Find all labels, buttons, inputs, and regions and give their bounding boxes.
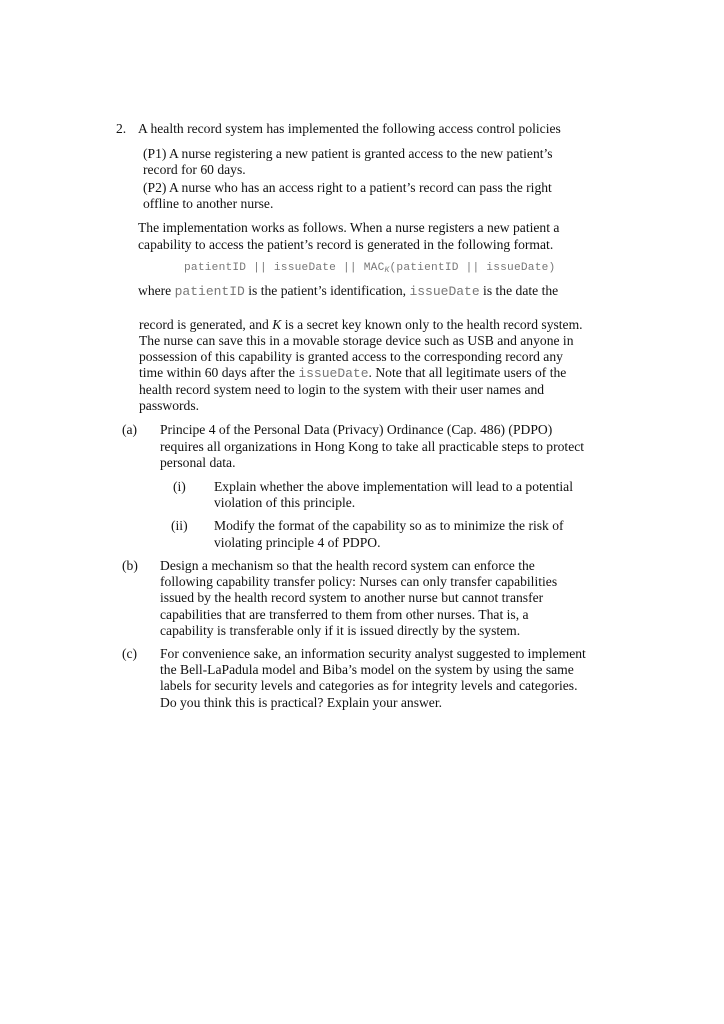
policy-p1-line: record for 60 days. [143, 162, 246, 177]
text: . Note that all legitimate users of the [368, 365, 567, 380]
subpart-i-line: Explain whether the above implementation will lead to a potential [214, 479, 573, 494]
record-line: The nurse can save this in a movable storage device such as USB and anyone in [139, 333, 574, 348]
record-line: possession of this capability is granted access to the corresponding record any [139, 349, 563, 364]
format-subscript: K [384, 266, 390, 275]
implementation-line: capability to access the patient’s record is generated in the following format. [138, 237, 554, 252]
code-term: issueDate [409, 284, 480, 299]
subpart-i-line: violation of this principle. [214, 495, 356, 510]
implementation-line: The implementation works as follows. When a nurse registers a new patient a [138, 220, 560, 235]
part-b-line: Design a mechanism so that the health record system can enforce the [160, 558, 535, 573]
record-line: health record system need to login to the system with their user names and [139, 382, 545, 397]
text: is a secret key known only to the health record system. [281, 317, 583, 332]
policy-p2-line: offline to another nurse. [143, 196, 274, 211]
part-c-line: the Bell-LaPadula model and Biba’s model on the system by using the same [160, 662, 574, 677]
code-term: issueDate [298, 366, 369, 381]
part-b-line: capability is transferable only if it is issued directly by the system. [160, 623, 521, 638]
subpart-label: (ii) [171, 518, 188, 533]
part-a-line: requires all organizations in Hong Kong to take all practicable steps to protect [160, 439, 585, 454]
text: where [138, 283, 175, 298]
question-number: 2. [116, 121, 127, 136]
policy-p2-line: (P2) A nurse who has an access right to a patient’s record can pass the right [143, 180, 552, 195]
record-line: passwords. [139, 398, 200, 413]
text: record is generated, and [139, 317, 273, 332]
text: is the patient’s identification, [244, 283, 410, 298]
part-a-line: Principe 4 of the Personal Data (Privacy) Ordinance (Cap. 486) (PDPO) [160, 422, 553, 437]
code-term: patientID [174, 284, 245, 299]
part-label: (b) [122, 558, 138, 573]
record-line [139, 317, 583, 333]
subpart-ii-line: violating principle 4 of PDPO. [214, 535, 381, 550]
part-c-line: labels for security levels and categories as for integrity levels and categories. [160, 678, 578, 693]
part-a-line: personal data. [160, 455, 236, 470]
policy-p1-line: (P1) A nurse registering a new patient is granted access to the new patient’s [143, 146, 553, 161]
text: time within 60 days after the [139, 365, 299, 380]
where-line [138, 283, 558, 300]
key-symbol: K [272, 317, 282, 332]
record-line [139, 365, 566, 382]
question-intro: A health record system has implemented the following access control policies [138, 121, 561, 136]
format-part: patientID || issueDate || MAC [184, 262, 385, 274]
format-part: (patientID || issueDate) [389, 262, 556, 274]
capability-format [184, 260, 555, 279]
subpart-label: (i) [173, 479, 186, 494]
part-b-line: issued by the health record system to another nurse but cannot transfer [160, 590, 544, 605]
part-b-line: following capability transfer policy: Nurses can only transfer capabilities [160, 574, 558, 589]
part-label: (c) [122, 646, 138, 661]
part-c-line: Do you think this is practical? Explain your answer. [160, 695, 443, 710]
text: is the date the [479, 283, 559, 298]
part-b-line: capabilities that are transferred to them from other nurses. That is, a [160, 607, 529, 622]
subpart-ii-line: Modify the format of the capability so as to minimize the risk of [214, 518, 564, 533]
part-label: (a) [122, 422, 138, 437]
part-c-line: For convenience sake, an information security analyst suggested to implement [160, 646, 586, 661]
